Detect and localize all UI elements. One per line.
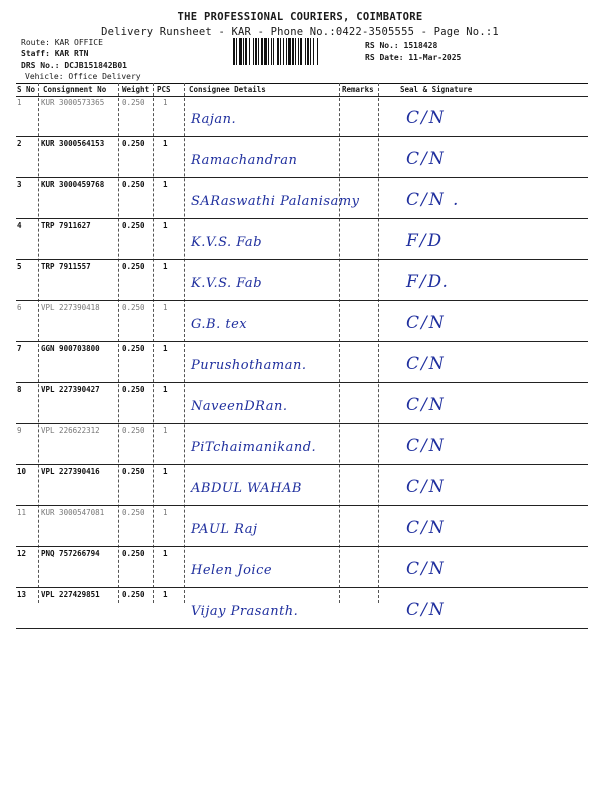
row-seal-handwritten: F/D	[406, 231, 444, 251]
runsheet-title: Delivery Runsheet - KAR - Phone No.:0422-3505555 - Page No.:1	[101, 26, 499, 38]
rs-no-value: 1518428	[403, 41, 438, 50]
route-line	[21, 38, 103, 47]
row-seal-handwritten: C/N	[406, 108, 446, 128]
row-sno: 1	[17, 98, 22, 107]
staff-label: Staff:	[21, 49, 50, 58]
row-pcs: 1	[163, 426, 168, 435]
row-consignee-handwritten: PiTchaimanikand.	[191, 440, 317, 455]
row-pcs: 1	[163, 262, 168, 271]
row-consignee-handwritten: G.B. tex	[191, 317, 248, 332]
table-row	[16, 465, 588, 506]
row-consignee-handwritten: Vijay Prasanth.	[191, 604, 299, 619]
row-sno: 3	[17, 180, 22, 189]
barcode-bar	[313, 38, 314, 65]
row-consignment-no: KUR 3000459768	[41, 180, 105, 189]
row-seal-handwritten: C/N	[406, 313, 446, 333]
row-consignment-no: KUR 3000573365	[41, 98, 105, 107]
rs-no-label: RS No.:	[365, 41, 399, 50]
row-consignment-no: VPL 227390418	[41, 303, 100, 312]
row-consignment-no: TRP 7911557	[41, 262, 91, 271]
rs-date-label: RS Date:	[365, 53, 404, 62]
row-weight: 0.250	[122, 508, 145, 517]
row-consignee-handwritten: Ramachandran	[191, 153, 298, 168]
row-weight: 0.250	[122, 262, 145, 271]
runsheet-table	[16, 83, 588, 625]
row-consignee-handwritten: K.V.S. Fab	[191, 235, 263, 250]
barcode-bar	[286, 38, 287, 65]
row-rule	[16, 628, 588, 629]
row-sno: 4	[17, 221, 22, 230]
row-sno: 13	[17, 590, 27, 599]
barcode-bar	[264, 38, 267, 65]
drs-line	[21, 61, 127, 70]
table-row	[16, 260, 588, 301]
barcode-bar	[307, 38, 309, 65]
row-sno: 8	[17, 385, 22, 394]
table-row	[16, 588, 588, 629]
row-consignment-no: VPL 227390427	[41, 385, 100, 394]
row-weight: 0.250	[122, 180, 145, 189]
row-consignee-handwritten: NaveenDRan.	[191, 399, 288, 414]
vehicle-line	[25, 72, 141, 81]
row-weight: 0.250	[122, 139, 145, 148]
barcode	[232, 38, 356, 65]
barcode-bar	[277, 38, 279, 65]
row-weight: 0.250	[122, 303, 145, 312]
rs-date-value: 11-Mar-2025	[408, 53, 462, 62]
row-pcs: 1	[163, 508, 168, 517]
row-seal-handwritten: C/N	[406, 559, 446, 579]
barcode-bar	[239, 38, 242, 65]
row-seal-handwritten: C/N .	[406, 190, 461, 210]
col-header-sno: S No	[17, 85, 36, 94]
rs-date-line	[365, 53, 461, 62]
row-consignee-handwritten: Rajan.	[191, 112, 237, 127]
barcode-bar	[317, 38, 318, 65]
barcode-bar	[292, 38, 294, 65]
table-row	[16, 424, 588, 465]
barcode-bar	[249, 38, 250, 65]
row-seal-handwritten: C/N	[406, 518, 446, 538]
barcode-bar	[233, 38, 235, 65]
row-consignee-handwritten: ABDUL WAHAB	[191, 481, 302, 496]
row-seal-handwritten: F/D.	[406, 272, 450, 292]
table-row	[16, 137, 588, 178]
staff-line	[21, 49, 88, 58]
col-header-consignment: Consignment No	[43, 85, 107, 94]
barcode-bar	[300, 38, 302, 65]
route-label: Route:	[21, 38, 50, 47]
row-weight: 0.250	[122, 590, 145, 599]
drs-label: DRS No.:	[21, 61, 60, 70]
barcode-bar	[280, 38, 281, 65]
row-pcs: 1	[163, 221, 168, 230]
row-weight: 0.250	[122, 467, 145, 476]
barcode-bar	[255, 38, 257, 65]
barcode-bar	[283, 38, 284, 65]
barcode-bar	[243, 38, 244, 65]
col-header-seal: Seal & Signature	[400, 85, 473, 94]
row-sno: 5	[17, 262, 22, 271]
row-weight: 0.250	[122, 426, 145, 435]
row-pcs: 1	[163, 590, 168, 599]
row-pcs: 1	[163, 303, 168, 312]
row-weight: 0.250	[122, 385, 145, 394]
row-weight: 0.250	[122, 344, 145, 353]
row-consignee-handwritten: PAUL Raj	[191, 522, 258, 537]
row-pcs: 1	[163, 385, 168, 394]
row-consignee-handwritten: K.V.S. Fab	[191, 276, 263, 291]
row-weight: 0.250	[122, 549, 145, 558]
barcode-bar	[245, 38, 247, 65]
row-consignee-handwritten: Helen Joice	[191, 563, 273, 578]
rs-no-line	[365, 41, 437, 50]
vehicle-value: Office Delivery	[68, 72, 141, 81]
row-consignment-no: TRP 7911627	[41, 221, 91, 230]
row-consignment-no: KUR 3000547081	[41, 508, 105, 517]
row-seal-handwritten: C/N	[406, 600, 446, 620]
row-weight: 0.250	[122, 221, 145, 230]
row-seal-handwritten: C/N	[406, 149, 446, 169]
barcode-bar	[261, 38, 263, 65]
vehicle-label: Vehicle:	[25, 72, 64, 81]
col-header-consignee: Consignee Details	[189, 85, 266, 94]
row-consignment-no: VPL 227429851	[41, 590, 100, 599]
row-sno: 11	[17, 508, 27, 517]
row-sno: 9	[17, 426, 22, 435]
table-row	[16, 506, 588, 547]
row-sno: 6	[17, 303, 22, 312]
drs-value: DCJB151842B01	[64, 61, 127, 70]
row-consignee-handwritten: SARaswathi Palanisamy	[191, 194, 360, 209]
row-consignment-no: VPL 226622312	[41, 426, 100, 435]
table-row	[16, 178, 588, 219]
col-header-pcs: PCS	[157, 85, 171, 94]
barcode-bar	[288, 38, 291, 65]
table-row	[16, 219, 588, 260]
row-pcs: 1	[163, 180, 168, 189]
col-header-weight: Weight	[122, 85, 150, 94]
row-consignment-no: GGN 900703800	[41, 344, 100, 353]
row-seal-handwritten: C/N	[406, 436, 446, 456]
row-seal-handwritten: C/N	[406, 354, 446, 374]
col-header-remarks: Remarks	[342, 85, 374, 94]
row-sno: 10	[17, 467, 27, 476]
row-pcs: 1	[163, 467, 168, 476]
table-top-rule	[16, 83, 588, 84]
row-consignment-no: KUR 3000564153	[41, 139, 105, 148]
table-row	[16, 342, 588, 383]
table-row	[16, 547, 588, 588]
table-row	[16, 383, 588, 424]
row-sno: 2	[17, 139, 22, 148]
row-sno: 12	[17, 549, 27, 558]
staff-value: KAR RTN	[54, 49, 89, 58]
row-pcs: 1	[163, 344, 168, 353]
row-sno: 7	[17, 344, 22, 353]
row-consignee-handwritten: Purushothaman.	[191, 358, 307, 373]
company-name: THE PROFESSIONAL COURIERS, COIMBATORE	[177, 11, 423, 23]
route-value: KAR OFFICE	[54, 38, 103, 47]
table-row	[16, 96, 588, 137]
row-seal-handwritten: C/N	[406, 477, 446, 497]
barcode-bar	[268, 38, 269, 65]
table-row	[16, 301, 588, 342]
row-weight: 0.250	[122, 98, 145, 107]
row-pcs: 1	[163, 98, 168, 107]
barcode-bar	[273, 38, 274, 65]
row-consignment-no: VPL 227390416	[41, 467, 100, 476]
barcode-bar	[310, 38, 311, 65]
barcode-bar	[298, 38, 299, 65]
barcode-bar	[258, 38, 259, 65]
barcode-bar	[253, 38, 254, 65]
barcode-bar	[236, 38, 237, 65]
row-pcs: 1	[163, 139, 168, 148]
row-consignment-no: PNQ 757266794	[41, 549, 100, 558]
barcode-bar	[271, 38, 272, 65]
barcode-bar	[295, 38, 296, 65]
row-seal-handwritten: C/N	[406, 395, 446, 415]
row-pcs: 1	[163, 549, 168, 558]
barcode-bar	[305, 38, 306, 65]
